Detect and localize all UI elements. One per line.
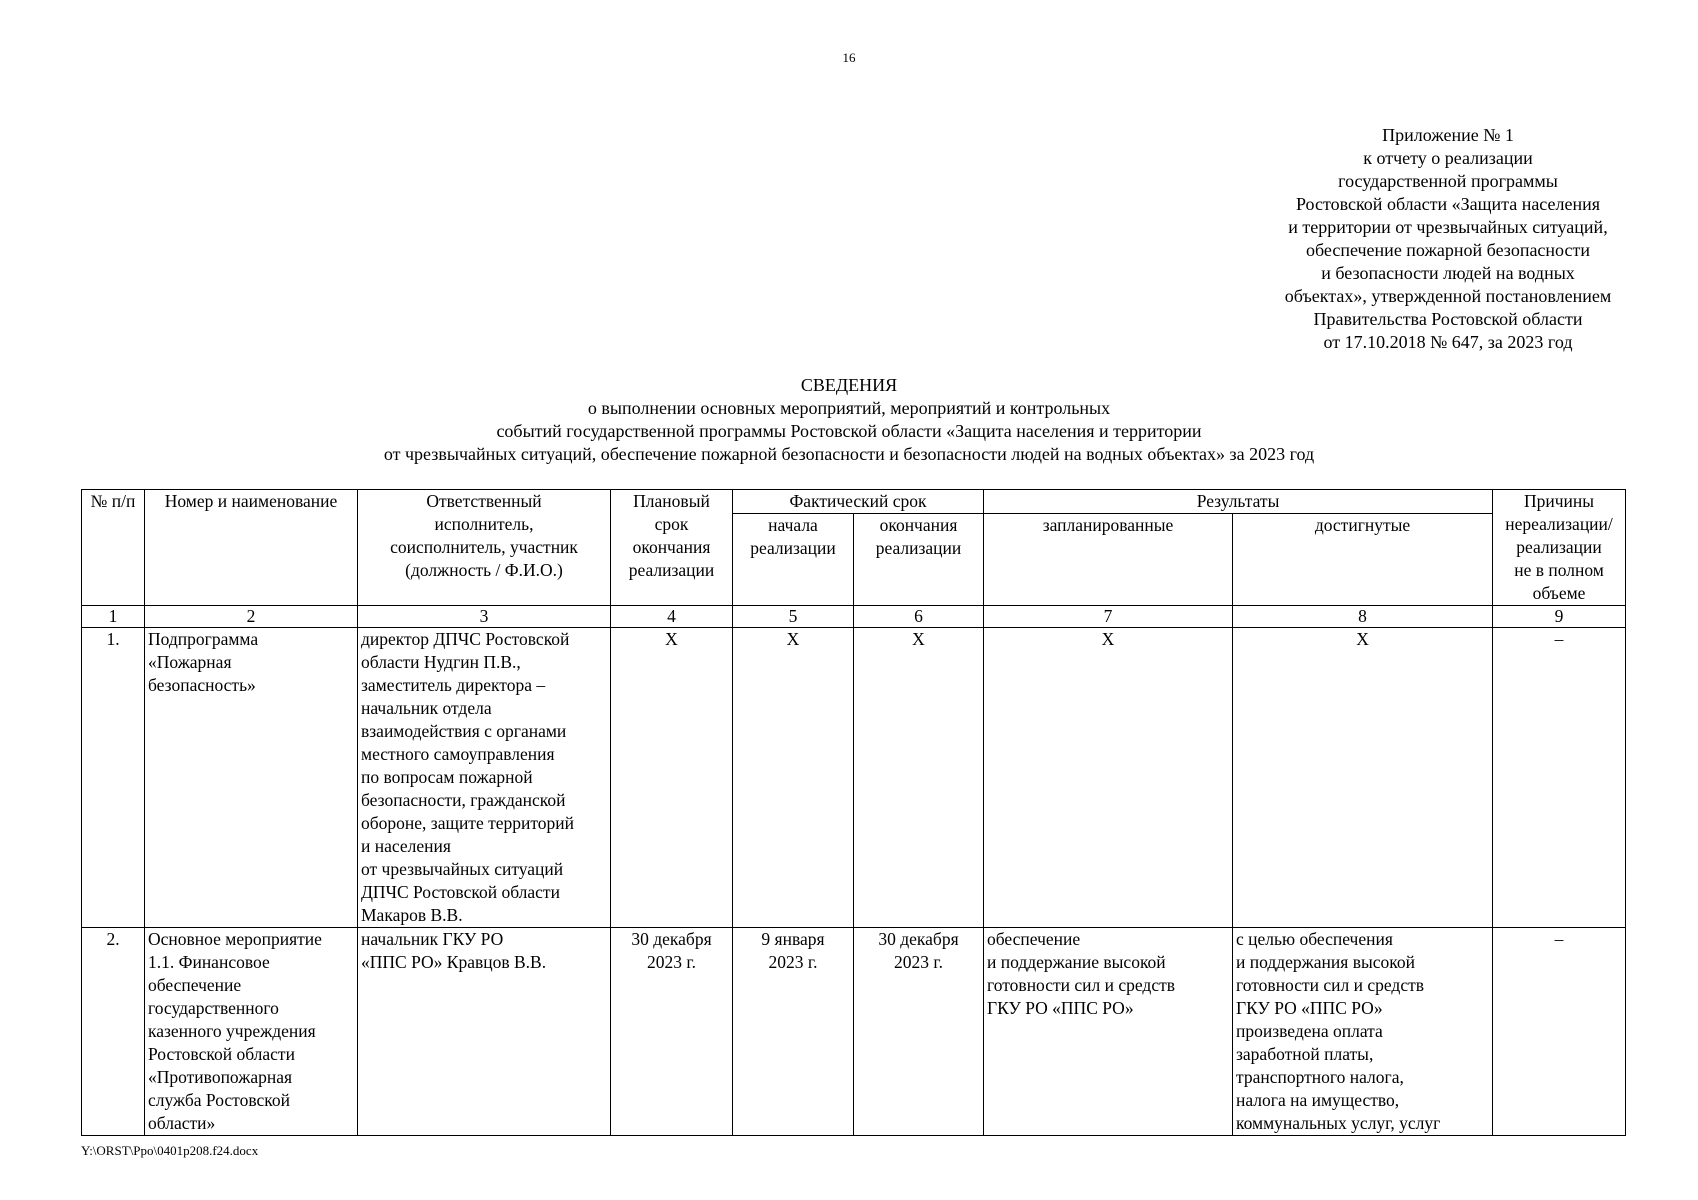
cell-line: директор ДПЧС Ростовской xyxy=(361,629,570,649)
cell-line: «Противопожарная xyxy=(148,1067,293,1087)
header-line: срок xyxy=(654,514,689,534)
column-number: 7 xyxy=(984,606,1233,628)
cell-line: заработной платы, xyxy=(1236,1044,1374,1064)
header-line: исполнитель, xyxy=(434,514,534,534)
header-responsible xyxy=(358,490,611,606)
report-table xyxy=(81,489,1626,1136)
appendix-line: к отчету о реализации xyxy=(1363,148,1533,168)
header-line: (должность / Ф.И.О.) xyxy=(405,560,563,580)
header-line: окончания xyxy=(632,537,711,557)
header-results-group: Результаты xyxy=(984,490,1493,514)
report-title: СВЕДЕНИЯ xyxy=(800,375,898,395)
cell-line: 9 января xyxy=(761,929,825,949)
header-reasons xyxy=(1493,490,1626,606)
header-name: Номер и наименование xyxy=(145,490,358,606)
row-results-achieved xyxy=(1233,928,1493,1136)
column-number: 8 xyxy=(1233,606,1493,628)
cell-line: «ППС РО» Кравцов В.В. xyxy=(361,952,547,972)
cell-line: готовности сил и средств xyxy=(987,975,1176,995)
header-num: № п/п xyxy=(82,490,145,606)
row-planned xyxy=(611,928,733,1136)
cell-line: Макаров В.В. xyxy=(361,905,463,925)
cell-line: налога на имущество, xyxy=(1236,1090,1400,1110)
cell-line: местного самоуправления xyxy=(361,744,555,764)
cell-line: Подпрограмма xyxy=(148,629,259,649)
row-name xyxy=(145,928,358,1136)
row-actual-start xyxy=(733,928,854,1136)
row-actual-end xyxy=(854,928,984,1136)
cell-line: взаимодействия с органами xyxy=(361,721,567,741)
file-path-footer: Y:\ORST\Ppo\0401p208.f24.docx xyxy=(81,1143,259,1158)
row-actual-start: Х xyxy=(733,628,854,928)
cell-line: области Нудгин П.В., xyxy=(361,652,521,672)
header-line: Ответственный xyxy=(426,491,542,511)
row-reasons: – xyxy=(1493,928,1626,1136)
column-number: 6 xyxy=(854,606,984,628)
cell-line: обороне, защите территорий xyxy=(361,813,575,833)
cell-line: 30 декабря xyxy=(631,929,712,949)
cell-line: с целью обеспечения xyxy=(1236,929,1393,949)
row-num: 1. xyxy=(82,628,145,928)
report-heading xyxy=(0,374,1698,466)
cell-line: и поддержания высокой xyxy=(1236,952,1415,972)
column-number: 9 xyxy=(1493,606,1626,628)
header-planned xyxy=(611,490,733,606)
table-row xyxy=(82,628,1626,928)
appendix-line: Приложение № 1 xyxy=(1382,125,1514,145)
row-actual-end: Х xyxy=(854,628,984,928)
row-results-achieved: Х xyxy=(1233,628,1493,928)
appendix-line: Правительства Ростовской области xyxy=(1313,309,1583,329)
header-line: Плановый xyxy=(633,491,710,511)
appendix-line: государственной программы xyxy=(1338,171,1558,191)
cell-line: 2023 г. xyxy=(768,952,818,972)
header-line: нереализации/ xyxy=(1505,514,1613,534)
cell-line: от чрезвычайных ситуаций xyxy=(361,859,564,879)
header-line: реализации xyxy=(750,538,836,558)
cell-line: ГКУ РО «ППС РО» xyxy=(1236,998,1383,1018)
column-number: 2 xyxy=(145,606,358,628)
cell-line: казенного учреждения xyxy=(148,1021,316,1041)
cell-line: транспортного налога, xyxy=(1236,1067,1404,1087)
row-reasons: – xyxy=(1493,628,1626,928)
row-planned: Х xyxy=(611,628,733,928)
column-number: 3 xyxy=(358,606,611,628)
column-number-row xyxy=(82,606,1626,628)
row-name xyxy=(145,628,358,928)
header-results-achieved: достигнутые xyxy=(1233,514,1493,606)
cell-line: Ростовской области xyxy=(148,1044,295,1064)
cell-line: обеспечение xyxy=(148,975,242,995)
cell-line: 1.1. Финансовое xyxy=(148,952,270,972)
report-subtitle-line: от чрезвычайных ситуаций, обеспечение пожарной безопасности и безопасности людей на водных объектах» за 2023 год xyxy=(383,444,1315,464)
table-row xyxy=(82,928,1626,1136)
cell-line: и поддержание высокой xyxy=(987,952,1166,972)
header-line: не в полном xyxy=(1514,560,1604,580)
cell-line: коммунальных услуг, услуг xyxy=(1236,1113,1441,1133)
cell-line: «Пожарная xyxy=(148,652,232,672)
header-line: окончания xyxy=(879,515,958,535)
cell-line: 2023 г. xyxy=(894,952,943,972)
appendix-line: обеспечение пожарной безопасности xyxy=(1305,240,1590,260)
column-number: 5 xyxy=(733,606,854,628)
row-num: 2. xyxy=(82,928,145,1136)
cell-line: произведена оплата xyxy=(1236,1021,1383,1041)
cell-line: готовности сил и средств xyxy=(1236,975,1425,995)
header-line: объеме xyxy=(1532,583,1586,603)
appendix-line: и территории от чрезвычайных ситуаций, xyxy=(1288,217,1608,237)
cell-line: безопасности, гражданской xyxy=(361,790,566,810)
header-line: начала xyxy=(768,515,818,535)
appendix-line: от 17.10.2018 № 647, за 2023 год xyxy=(1323,332,1573,352)
header-line: реализации xyxy=(1516,537,1602,557)
report-subtitle-line: событий государственной программы Ростовской области «Защита населения и территории xyxy=(496,421,1202,441)
appendix-line: объектах», утвержденной постановлением xyxy=(1284,286,1612,306)
header-actual-group: Фактический срок xyxy=(733,490,984,514)
row-responsible xyxy=(358,928,611,1136)
appendix-line: и безопасности людей на водных xyxy=(1321,263,1575,283)
cell-line: безопасность» xyxy=(148,675,256,695)
appendix-block xyxy=(1248,124,1648,354)
header-results-planned: запланированные xyxy=(984,514,1233,606)
cell-line: начальник отдела xyxy=(361,698,492,718)
cell-line: Основное мероприятие xyxy=(148,929,322,949)
cell-line: 2023 г. xyxy=(647,952,696,972)
cell-line: ГКУ РО «ППС РО» xyxy=(987,998,1134,1018)
header-row xyxy=(82,490,1626,514)
cell-line: заместитель директора – xyxy=(361,675,546,695)
cell-line: области» xyxy=(148,1113,216,1133)
cell-line: и населения xyxy=(361,836,451,856)
header-line: реализации xyxy=(875,538,962,558)
header-line: реализации xyxy=(628,560,715,580)
cell-line: по вопросам пожарной xyxy=(361,767,533,787)
cell-line: 30 декабря xyxy=(878,929,959,949)
page-number: 16 xyxy=(842,50,856,65)
report-subtitle-line: о выполнении основных мероприятий, мероприятий и контрольных xyxy=(587,398,1111,418)
header-line: Причины xyxy=(1523,491,1595,511)
cell-line: государственного xyxy=(148,998,279,1018)
cell-line: ДПЧС Ростовской области xyxy=(361,882,560,902)
cell-line: обеспечение xyxy=(987,929,1081,949)
row-responsible xyxy=(358,628,611,928)
row-results-planned: Х xyxy=(984,628,1233,928)
header-actual-start xyxy=(733,514,854,606)
column-number: 1 xyxy=(82,606,145,628)
cell-line: служба Ростовской xyxy=(148,1090,290,1110)
header-actual-end xyxy=(854,514,984,606)
header-line: соисполнитель, участник xyxy=(390,537,578,557)
appendix-line: Ростовской области «Защита населения xyxy=(1295,194,1601,214)
row-results-planned xyxy=(984,928,1233,1136)
column-number: 4 xyxy=(611,606,733,628)
cell-line: начальник ГКУ РО xyxy=(361,929,504,949)
